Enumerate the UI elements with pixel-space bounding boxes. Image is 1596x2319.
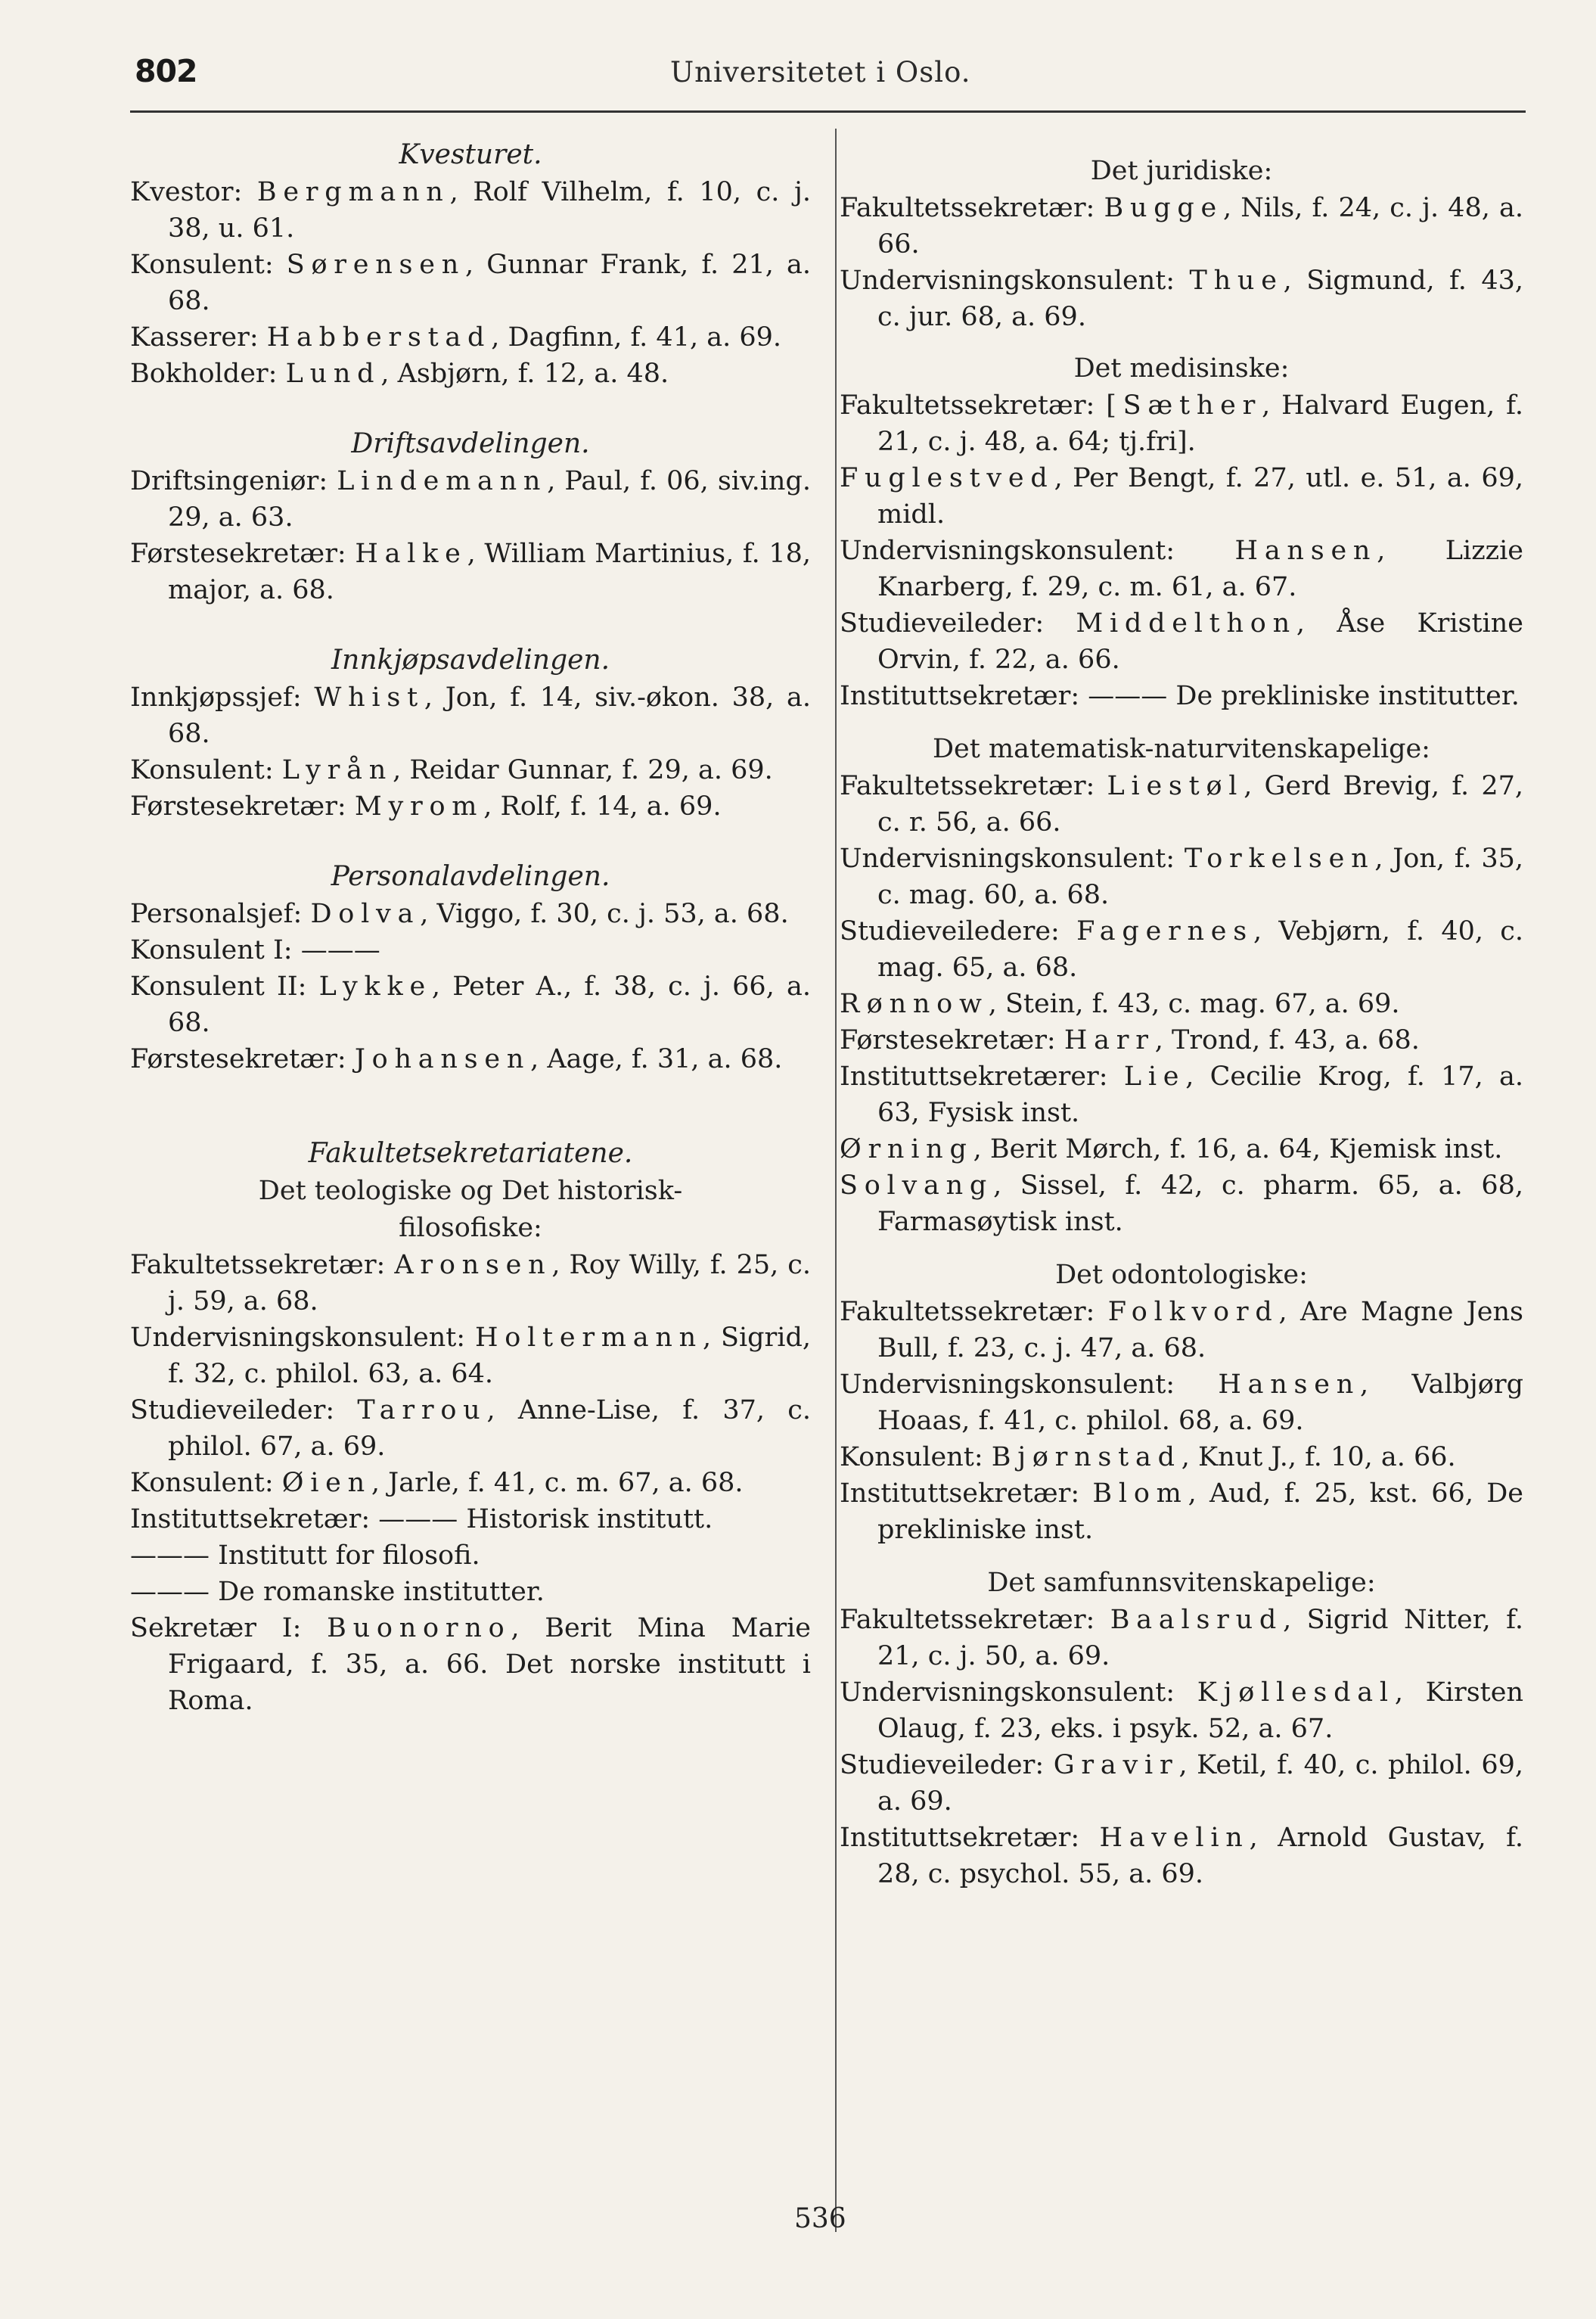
directory-entry: Instituttsekretær: ——— Historisk institutt.: [130, 1504, 713, 1534]
running-title: Universitetet i Oslo.: [670, 56, 971, 89]
directory-entry: Undervisningskonsulent: Hansen, Lizzie Knarberg, f. 29, c. m. 61, a. 67.: [840, 536, 1523, 602]
directory-entry: Førstesekretær: Harr, Trond, f. 43, a. 68.: [840, 1025, 1420, 1055]
directory-entry: Undervisningskonsulent: Kjøllesdal, Kirsten Olaug, f. 23, eks. i psyk. 52, a. 67.: [840, 1677, 1523, 1744]
directory-entry: Konsulent: Lyrån, Reidar Gunnar, f. 29, a. 69.: [130, 755, 773, 785]
directory-entry: Fakultetssekretær: Folkvord, Are Magne Jens Bull, f. 23, c. j. 47, a. 68.: [840, 1297, 1523, 1363]
subsection-heading-matematisk-naturvitenskapelige: Det matematisk-naturvitenskapelige:: [933, 734, 1430, 764]
directory-entry: Fakultetssekretær: [Sæther, Halvard Eugen, f. 21, c. j. 48, a. 64; tj.fri].: [840, 390, 1523, 457]
directory-entry: Fuglestved, Per Bengt, f. 27, utl. e. 51, a. 69, midl.: [840, 463, 1523, 530]
directory-entry: Undervisningskonsulent: Hansen, Valbjørg Hoaas, f. 41, c. philol. 68, a. 69.: [840, 1369, 1523, 1436]
right-column: [840, 136, 1523, 1892]
directory-entry: Førstesekretær: Johansen, Aage, f. 31, a. 68.: [130, 1044, 783, 1074]
directory-entry: Instituttsekretær: Blom, Aud, f. 25, kst. 66, De prekliniske inst.: [840, 1478, 1523, 1545]
left-column: [130, 136, 811, 1719]
directory-entry: Instituttsekretærer: Lie, Cecilie Krog, f. 17, a. 63, Fysisk inst.: [840, 1062, 1523, 1128]
header-rule: [130, 110, 1526, 113]
directory-entry: Bokholder: Lund, Asbjørn, f. 12, a. 48.: [130, 359, 669, 389]
directory-entry: Undervisningskonsulent: Holtermann, Sigrid, f. 32, c. philol. 63, a. 64.: [130, 1323, 811, 1389]
directory-entry: Instituttsekretær: ——— De prekliniske institutter.: [840, 681, 1520, 711]
directory-entry: Studieveileder: Gravir, Ketil, f. 40, c. philol. 69, a. 69.: [840, 1750, 1523, 1817]
directory-entry: Konsulent I: ———: [130, 935, 380, 965]
page-number: 802: [135, 53, 197, 89]
directory-entry: Fakultetssekretær: Aronsen, Roy Willy, f. 25, c. j. 59, a. 68.: [130, 1250, 811, 1316]
directory-entry: Sekretær I: Buonorno, Berit Mina Marie Frigaard, f. 35, a. 66. Det norske institutt i Roma.: [130, 1613, 811, 1716]
subsection-heading-samfunnsvitenskapelige: Det samfunnsvitenskapelige:: [987, 1568, 1376, 1598]
directory-entry: Konsulent II: Lykke, Peter A., f. 38, c. j. 66, a. 68.: [130, 971, 811, 1038]
directory-entry: Innkjøpssjef: Whist, Jon, f. 14, siv.-økon. 38, a. 68.: [130, 682, 811, 749]
directory-entry: Undervisningskonsulent: Torkelsen, Jon, f. 35, c. mag. 60, a. 68.: [840, 844, 1523, 910]
directory-entry: Instituttsekretær: Havelin, Arnold Gustav, f. 28, c. psychol. 55, a. 69.: [840, 1823, 1523, 1889]
directory-entry: Fakultetssekretær: Liestøl, Gerd Brevig, f. 27, c. r. 56, a. 66.: [840, 771, 1523, 838]
directory-entry: Konsulent: Sørensen, Gunnar Frank, f. 21, a. 68.: [130, 250, 811, 316]
directory-entry: Konsulent: Øien, Jarle, f. 41, c. m. 67, a. 68.: [130, 1468, 744, 1498]
footer-page-number: 536: [794, 2203, 846, 2234]
directory-entry: Førstesekretær: Myrom, Rolf, f. 14, a. 69.: [130, 791, 722, 822]
subsection-heading-juridiske: Det juridiske:: [1090, 156, 1273, 186]
subsection-heading: Det teologiske og Det historisk-filosofiske:: [258, 1176, 683, 1243]
subsection-heading-odontologiske: Det odontologiske:: [1055, 1260, 1308, 1290]
directory-entry: ——— Institutt for filosofi.: [130, 1540, 480, 1571]
directory-entry: ——— De romanske institutter.: [130, 1577, 545, 1607]
directory-entry: Fakultetssekretær: Bugge, Nils, f. 24, c. j. 48, a. 66.: [840, 193, 1523, 260]
directory-entry: Fakultetssekretær: Baalsrud, Sigrid Nitter, f. 21, c. j. 50, a. 69.: [840, 1605, 1523, 1671]
section-heading-fakultetsekretariatene: Fakultetsekretariatene.: [308, 1138, 633, 1169]
directory-entry: Personalsjef: Dolva, Viggo, f. 30, c. j. 53, a. 68.: [130, 899, 789, 929]
column-divider: [835, 129, 837, 2232]
section-heading-personalavdelingen: Personalavdelingen.: [331, 861, 610, 892]
directory-entry: Kasserer: Habberstad, Dagfinn, f. 41, a. 69.: [130, 322, 781, 353]
section-heading-kvesturet: Kvesturet.: [399, 139, 542, 170]
directory-entry: Rønnow, Stein, f. 43, c. mag. 67, a. 69.: [840, 989, 1400, 1019]
directory-entry: Konsulent: Bjørnstad, Knut J., f. 10, a. 66.: [840, 1442, 1456, 1472]
section-heading-driftsavdelingen: Driftsavdelingen.: [351, 428, 590, 459]
directory-entry: Solvang, Sissel, f. 42, c. pharm. 65, a. 68, Farmasøytisk inst.: [840, 1170, 1523, 1237]
directory-entry: Ørning, Berit Mørch, f. 16, a. 64, Kjemisk inst.: [840, 1134, 1503, 1164]
directory-entry: Studieveiledere: Fagernes, Vebjørn, f. 40, c. mag. 65, a. 68.: [840, 916, 1523, 983]
directory-entry: Undervisningskonsulent: Thue, Sigmund, f. 43, c. jur. 68, a. 69.: [840, 266, 1523, 332]
directory-entry: Studieveileder: Tarrou, Anne-Lise, f. 37, c. philol. 67, a. 69.: [130, 1395, 812, 1462]
directory-entry: Studieveileder: Middelthon, Åse Kristine Orvin, f. 22, a. 66.: [840, 608, 1524, 675]
directory-entry: Kvestor: Bergmann, Rolf Vilhelm, f. 10, c. j. 38, u. 61.: [130, 177, 811, 244]
directory-entry: Driftsingeniør: Lindemann, Paul, f. 06, siv.ing. 29, a. 63.: [130, 466, 811, 533]
section-heading-innkjopsavdelingen: Innkjøpsavdelingen.: [331, 645, 610, 676]
directory-entry: Førstesekretær: Halke, William Martinius, f. 18, major, a. 68.: [130, 539, 811, 605]
subsection-heading-medisinske: Det medisinske:: [1073, 353, 1290, 384]
